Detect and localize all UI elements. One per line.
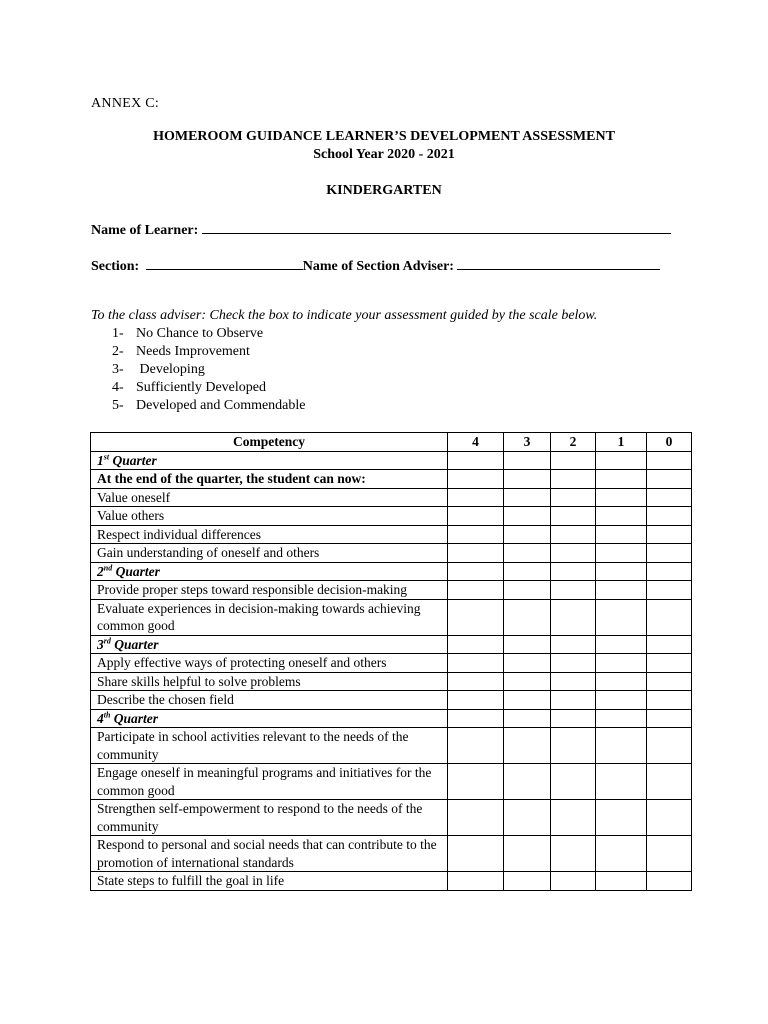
score-checkbox[interactable]: [504, 562, 551, 581]
section-row: [91, 255, 660, 275]
score-checkbox[interactable]: [596, 525, 647, 544]
school-year: School Year 2020 - 2021: [313, 147, 455, 162]
table-row: [91, 836, 692, 872]
competency-cell: Strengthen self-empowerment to respond to the needs of the community: [91, 800, 448, 836]
competency-cell: Provide proper steps toward responsible decision-making: [91, 581, 448, 600]
score-checkbox[interactable]: [448, 672, 504, 691]
table-row: [91, 872, 692, 891]
score-checkbox[interactable]: [551, 800, 596, 836]
table-row: [91, 691, 692, 710]
instruction-text: To the class adviser: Check the box to indicate your assessment guided by the scale below.: [91, 308, 598, 323]
score-checkbox[interactable]: [551, 764, 596, 800]
quarter-row: [91, 562, 692, 581]
score-checkbox[interactable]: [504, 581, 551, 600]
score-checkbox[interactable]: [504, 691, 551, 710]
competency-cell: Respond to personal and social needs that can contribute to the promotion of international standards: [91, 836, 448, 872]
table-row: [91, 470, 692, 489]
table-body: [91, 451, 692, 890]
score-checkbox[interactable]: [551, 599, 596, 635]
competency-cell: Gain understanding of oneself and others: [91, 544, 448, 563]
score-checkbox[interactable]: [647, 872, 692, 891]
annex-label: ANNEX C:: [91, 96, 160, 111]
score-checkbox[interactable]: [647, 728, 692, 764]
score-checkbox[interactable]: [504, 507, 551, 526]
score-checkbox[interactable]: [647, 488, 692, 507]
score-checkbox[interactable]: [647, 691, 692, 710]
competency-cell: Participate in school activities relevant to the needs of the community: [91, 728, 448, 764]
score-checkbox[interactable]: [596, 672, 647, 691]
competency-cell: At the end of the quarter, the student can now:: [91, 470, 448, 489]
table-row: [91, 672, 692, 691]
header-score-0: 0: [647, 433, 692, 452]
competency-cell: Value oneself: [91, 488, 448, 507]
score-checkbox[interactable]: [504, 635, 551, 654]
score-checkbox[interactable]: [596, 764, 647, 800]
score-checkbox[interactable]: [504, 470, 551, 489]
score-checkbox[interactable]: [596, 836, 647, 872]
table-row: [91, 581, 692, 600]
score-checkbox[interactable]: [596, 654, 647, 673]
score-checkbox[interactable]: [596, 451, 647, 470]
header-score-1: 1: [596, 433, 647, 452]
competency-cell: Engage oneself in meaningful programs and initiatives for the common good: [91, 764, 448, 800]
score-checkbox[interactable]: [551, 654, 596, 673]
score-checkbox[interactable]: [596, 872, 647, 891]
score-checkbox[interactable]: [596, 599, 647, 635]
score-checkbox[interactable]: [647, 451, 692, 470]
competency-cell: Respect individual differences: [91, 525, 448, 544]
score-checkbox[interactable]: [647, 800, 692, 836]
score-checkbox[interactable]: [596, 691, 647, 710]
header-score-3: 3: [504, 433, 551, 452]
quarter-row: [91, 709, 692, 728]
score-checkbox[interactable]: [504, 872, 551, 891]
adviser-label: Name of Section Adviser:: [302, 259, 454, 274]
score-checkbox[interactable]: [448, 635, 504, 654]
score-checkbox[interactable]: [647, 709, 692, 728]
score-checkbox[interactable]: [647, 470, 692, 489]
score-checkbox[interactable]: [551, 488, 596, 507]
score-checkbox[interactable]: [448, 728, 504, 764]
document-title: HOMEROOM GUIDANCE LEARNER’S DEVELOPMENT ASSESSMENT: [153, 129, 615, 144]
score-checkbox[interactable]: [504, 836, 551, 872]
competency-cell: Share skills helpful to solve problems: [91, 672, 448, 691]
score-checkbox[interactable]: [551, 581, 596, 600]
score-checkbox[interactable]: [504, 728, 551, 764]
score-checkbox[interactable]: [551, 836, 596, 872]
score-checkbox[interactable]: [504, 488, 551, 507]
table-row: [91, 488, 692, 507]
score-checkbox[interactable]: [504, 672, 551, 691]
score-checkbox[interactable]: [504, 451, 551, 470]
score-checkbox[interactable]: [448, 709, 504, 728]
score-checkbox[interactable]: [596, 581, 647, 600]
table-row: [91, 800, 692, 836]
scale-item: 4- Sufficiently Developed: [112, 380, 266, 395]
table-row: [91, 599, 692, 635]
score-checkbox[interactable]: [448, 544, 504, 563]
score-checkbox[interactable]: [551, 451, 596, 470]
adviser-field[interactable]: [457, 255, 660, 270]
score-checkbox[interactable]: [596, 544, 647, 563]
score-checkbox[interactable]: [504, 599, 551, 635]
competency-cell: State steps to fulfill the goal in life: [91, 872, 448, 891]
score-checkbox[interactable]: [448, 507, 504, 526]
quarter-heading: 2nd Quarter: [91, 562, 448, 581]
table-row: [91, 544, 692, 563]
score-checkbox[interactable]: [551, 470, 596, 489]
score-checkbox[interactable]: [647, 599, 692, 635]
table-header-row: [91, 433, 692, 452]
score-checkbox[interactable]: [448, 691, 504, 710]
score-checkbox[interactable]: [596, 507, 647, 526]
score-checkbox[interactable]: [551, 544, 596, 563]
score-checkbox[interactable]: [596, 488, 647, 507]
score-checkbox[interactable]: [504, 764, 551, 800]
score-checkbox[interactable]: [647, 654, 692, 673]
scale-item: 5- Developed and Commendable: [112, 398, 306, 413]
quarter-row: [91, 635, 692, 654]
score-checkbox[interactable]: [551, 672, 596, 691]
scale-item: 2- Needs Improvement: [112, 344, 250, 359]
rating-scale: [112, 325, 306, 415]
score-checkbox[interactable]: [504, 709, 551, 728]
score-checkbox[interactable]: [551, 872, 596, 891]
score-checkbox[interactable]: [647, 672, 692, 691]
score-checkbox[interactable]: [551, 525, 596, 544]
competency-cell: Describe the chosen field: [91, 691, 448, 710]
scale-item: 1- No Chance to Observe: [112, 326, 264, 341]
score-checkbox[interactable]: [448, 451, 504, 470]
score-checkbox[interactable]: [448, 488, 504, 507]
score-checkbox[interactable]: [448, 470, 504, 489]
table-row: [91, 764, 692, 800]
score-checkbox[interactable]: [596, 635, 647, 654]
quarter-heading: 1st Quarter: [91, 451, 448, 470]
score-checkbox[interactable]: [551, 709, 596, 728]
quarter-heading: 4th Quarter: [91, 709, 448, 728]
header-competency: Competency: [91, 433, 448, 452]
score-checkbox[interactable]: [647, 544, 692, 563]
score-checkbox[interactable]: [647, 581, 692, 600]
score-checkbox[interactable]: [504, 544, 551, 563]
scale-item: 3- Developing: [112, 362, 205, 377]
score-checkbox[interactable]: [448, 800, 504, 836]
score-checkbox[interactable]: [596, 800, 647, 836]
score-checkbox[interactable]: [504, 654, 551, 673]
score-checkbox[interactable]: [647, 507, 692, 526]
competency-table: [90, 432, 692, 891]
score-checkbox[interactable]: [551, 728, 596, 764]
table-row: [91, 728, 692, 764]
table-row: [91, 525, 692, 544]
grade-level: KINDERGARTEN: [326, 183, 442, 198]
table-row: [91, 507, 692, 526]
score-checkbox[interactable]: [551, 562, 596, 581]
quarter-heading: 3rd Quarter: [91, 635, 448, 654]
score-checkbox[interactable]: [596, 709, 647, 728]
score-checkbox[interactable]: [448, 764, 504, 800]
learner-name-label: Name of Learner:: [91, 223, 199, 238]
score-checkbox[interactable]: [448, 581, 504, 600]
score-checkbox[interactable]: [551, 691, 596, 710]
score-checkbox[interactable]: [504, 525, 551, 544]
score-checkbox[interactable]: [551, 507, 596, 526]
learner-name-row: [91, 219, 671, 239]
score-checkbox[interactable]: [448, 654, 504, 673]
score-checkbox[interactable]: [504, 800, 551, 836]
quarter-row: [91, 451, 692, 470]
competency-cell: Apply effective ways of protecting oneself and others: [91, 654, 448, 673]
score-checkbox[interactable]: [647, 525, 692, 544]
table-row: [91, 654, 692, 673]
competency-cell: Evaluate experiences in decision-making towards achieving common good: [91, 599, 448, 635]
score-checkbox[interactable]: [647, 836, 692, 872]
score-checkbox[interactable]: [448, 599, 504, 635]
header-score-4: 4: [448, 433, 504, 452]
score-checkbox[interactable]: [596, 728, 647, 764]
score-checkbox[interactable]: [448, 836, 504, 872]
score-checkbox[interactable]: [448, 525, 504, 544]
score-checkbox[interactable]: [647, 562, 692, 581]
section-label: Section:: [91, 259, 140, 274]
score-checkbox[interactable]: [448, 872, 504, 891]
competency-cell: Value others: [91, 507, 448, 526]
score-checkbox[interactable]: [551, 635, 596, 654]
score-checkbox[interactable]: [596, 562, 647, 581]
section-field[interactable]: [146, 255, 303, 270]
learner-name-field[interactable]: [202, 219, 671, 234]
score-checkbox[interactable]: [647, 635, 692, 654]
header-score-2: 2: [551, 433, 596, 452]
score-checkbox[interactable]: [448, 562, 504, 581]
score-checkbox[interactable]: [647, 764, 692, 800]
score-checkbox[interactable]: [596, 470, 647, 489]
